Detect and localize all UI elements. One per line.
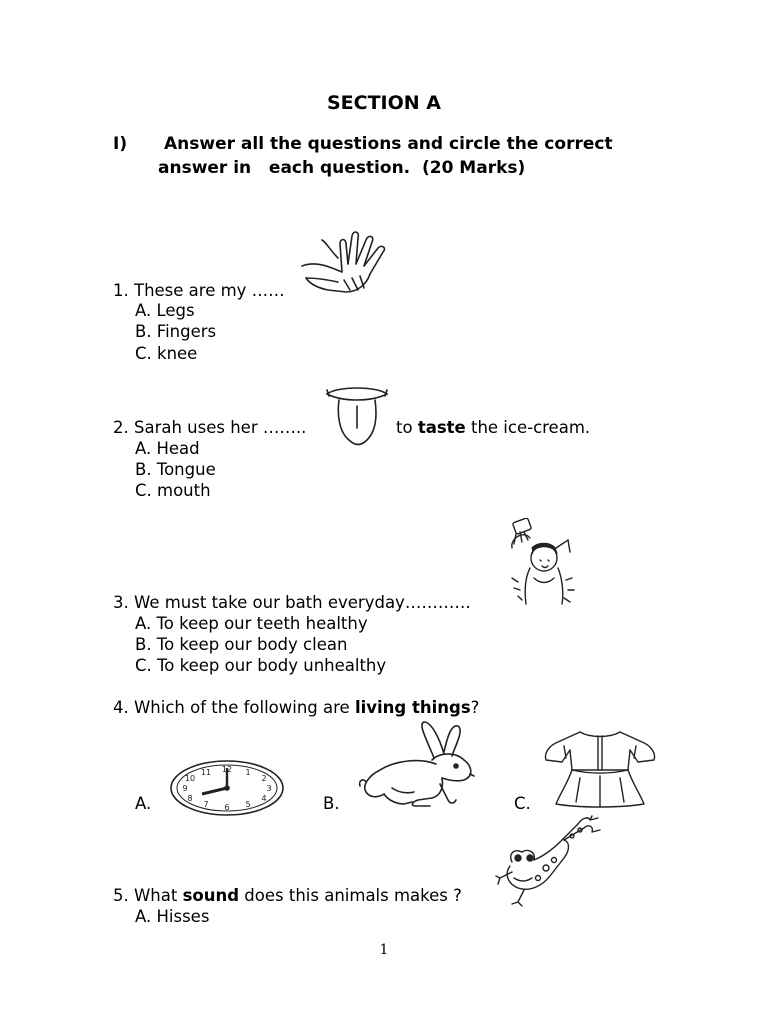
rabbit-icon [356, 718, 478, 812]
clock-icon [168, 758, 286, 818]
svg-text:2: 2 [261, 774, 267, 783]
svg-text:6: 6 [224, 803, 230, 812]
svg-text:4: 4 [261, 794, 267, 803]
svg-text:10: 10 [184, 774, 196, 783]
frog-icon [494, 812, 604, 908]
question-2-end: the ice-cream. [465, 418, 591, 437]
svg-text:12: 12 [221, 765, 233, 774]
boy-bathing-icon [500, 518, 580, 610]
question-5 [113, 885, 462, 906]
option-1b: B. Fingers [135, 322, 217, 341]
choice-4c-label: C. [514, 794, 531, 813]
question-2-post [396, 417, 590, 438]
question-5-keyword: sound [182, 886, 240, 905]
choice-4a-label: A. [135, 794, 152, 813]
question-4-keyword: living things [354, 698, 471, 717]
question-4 [113, 697, 479, 718]
svg-text:3: 3 [266, 784, 272, 793]
tongue-icon [323, 384, 391, 450]
question-2-keyword: taste [417, 418, 466, 437]
question-4-pre: 4. Which of the following are [113, 698, 355, 717]
option-2c: C. mouth [135, 481, 211, 500]
dress-icon [540, 726, 662, 810]
question-4-end: ? [470, 698, 480, 717]
option-5a: A. Hisses [135, 907, 210, 926]
option-3a: A. To keep our teeth healthy [135, 614, 368, 633]
question-3: 3. We must take our bath everyday………… [113, 593, 471, 612]
page-number: 1 [379, 942, 389, 958]
option-2a: A. Head [135, 439, 200, 458]
option-3c: C. To keep our body unhealthy [135, 656, 387, 675]
option-3b: B. To keep our body clean [135, 635, 348, 654]
instruction-line-1: Answer all the questions and circle the correct [164, 134, 613, 154]
svg-text:9: 9 [182, 784, 188, 793]
svg-text:8: 8 [187, 794, 193, 803]
svg-text:5: 5 [245, 800, 251, 809]
option-2b: B. Tongue [135, 460, 216, 479]
instruction-number: I) [113, 134, 128, 154]
question-5-end: does this animals makes ? [239, 886, 462, 905]
question-1: 1. These are my …… [113, 281, 285, 300]
instruction-line-2: answer in each question. (20 Marks) [158, 158, 526, 178]
svg-text:1: 1 [245, 768, 251, 777]
question-5-pre: 5. What [113, 886, 183, 905]
option-1c: C. knee [135, 344, 198, 363]
svg-text:11: 11 [200, 768, 212, 777]
svg-text:7: 7 [203, 800, 209, 809]
question-2-mid: to [396, 418, 418, 437]
option-1a: A. Legs [135, 301, 195, 320]
choice-4b-label: B. [323, 794, 340, 813]
section-title: SECTION A [326, 92, 441, 114]
hand-icon [298, 230, 394, 298]
question-2-pre: 2. Sarah uses her …….. [113, 418, 307, 437]
